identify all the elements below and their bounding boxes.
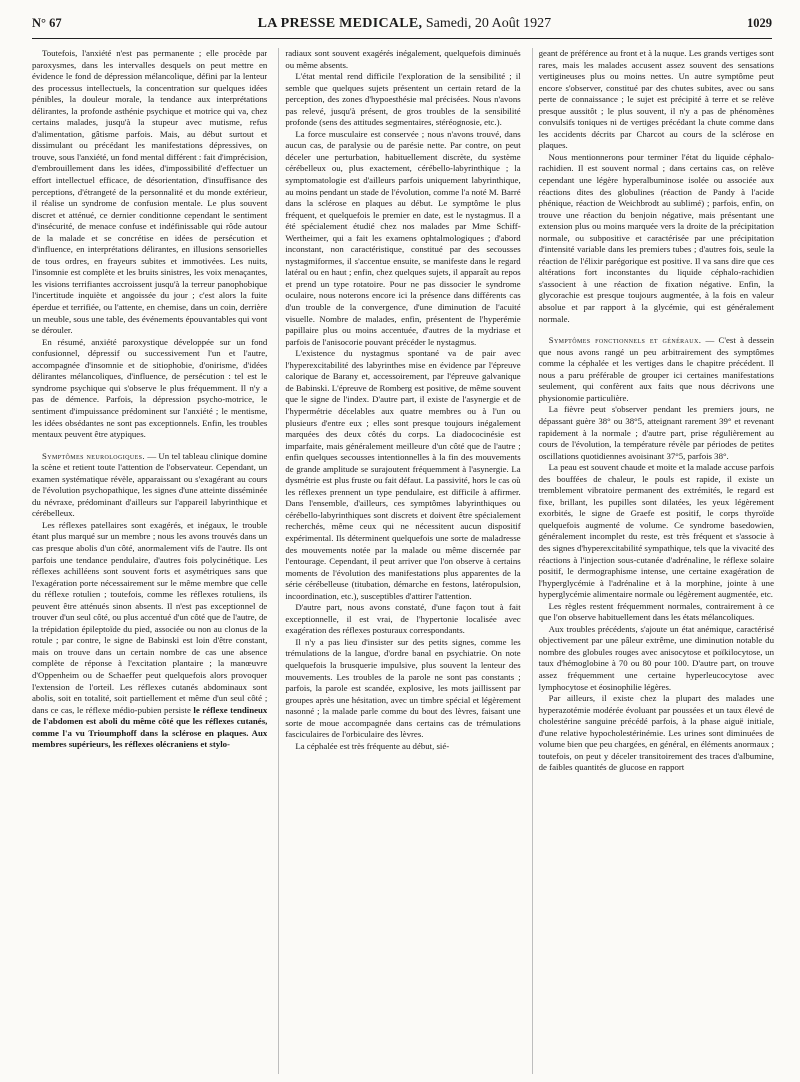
issue-number: N° 67 — [32, 16, 62, 30]
paragraph: geant de préférence au front et à la nuque. Les grands vertiges sont rares, mais les malades accusent assez souvent des sensations vertigineuses plus ou moins nettes. Un autre symptôme peut encore s'observer, constitué par des chutes subites, avec ou sans perte de connaissance ; le sujet est précipité à terre et se relève presque aussitôt ; le plus souvent, il n'y a pas de phénomènes convulsifs toniques ni de vertiges précédant la chute comme dans les accidents décrits par Charcot au cours de la sclérose en plaques. — [538, 48, 774, 151]
section-paragraph — [539, 335, 774, 404]
column-middle — [278, 48, 520, 1074]
paragraph: La force musculaire est conservée ; nous n'avons trouvé, dans aucun cas, de paralysie ou de parésie nette. Par contre, on peut déceler une perturbation, habituellement discrète, du système cérébelleux ou, plus exactement, cérébello-labyrinthique ; la symptomatologie est d'ailleurs parfois uniquement labyrinthique, au moins pendant un stade de l'évolution, comme l'a noté M. Barré dans la sclérose en plaques au début. Le symptôme le plus fréquent, et quelquefois le premier en date, est le nystagmus. Il a été spécialement étudié chez nos malades par Mme Schiff-Wertheimer, qui a fait les examens ophtalmologiques ; d'abord inconstant, non caractéristique, constitué par des secousses nystagmiformes, il s'accentue ensuite, se manifeste dans le regard latéral ou en haut ; enfin, chez quelques sujets, il apparaît au repos et prend un type rotatoire. Pour ne pas dissocier le syndrome oculaire, nous noterons encore ici la présence dans différents cas d'un trouble de la convergence, d'une diminution de l'acuité visuelle. Nombre de malades, enfin, présentent de l'hyperémie papillaire plus ou moins accentuée, d'autres de la mydriase et parfois de l'anisocorie pouvant précéder le nystagmus. — [285, 128, 521, 347]
paragraph: Les règles restent fréquemment normales, contrairement à ce que l'on observe habituellement dans les états mélancoliques. — [538, 600, 774, 623]
journal-title: LA PRESSE MEDICALE, — [257, 16, 423, 31]
paragraph: La fièvre peut s'observer pendant les premiers jours, ne dépassant guère 38° ou 38°5, atteignant rarement 39° et revenant rapidement à la normale ; d'autre part, prise régulièrement au cours de l'évolution, la température révèle par périodes de petites oscillations quotidiennes avoisinant 37°5, parfois 38°. — [538, 404, 774, 461]
column-left — [32, 48, 267, 1074]
masthead — [258, 16, 552, 32]
paragraph: En résumé, anxiété paroxystique développée sur un fond confusionnel, dépressif ou successivement l'un et l'autre, accompagnée d'insomnie et de sitiophobie, d'onirisme, d'idées délirantes mélancoliques, d'influence, de persécution : tel est le syndrome psychique qui s'observe le plus fréquemment. Il n'y a pas de démence. Parfois, la dépression psycho-motrice, le sentiment d'impuissance prédominent sur l'anxiété ; le mentisme, les idées obsédantes ne sont pas exceptionnels. Enfin, les troubles mentaux peuvent être atypiques. — [32, 336, 268, 440]
paragraph: Nous mentionnerons pour terminer l'état du liquide céphalo-rachidien. Il est souvent normal ; dans certains cas, on relève cependant une légère hyperalbuminose isolée ou associée aux réactions dites des globulines (réaction de Pandy à l'acide phénique, réaction de Weichbrodt au sublimé) ; parfois, enfin, on trouve une réaction du benjoin négative, mais présentant une extension plus ou moins marquée vers la droite de la précipitation normale, ou subpositive et caractérisée par une précipitation d'intensité variable dans les premiers tubes ; d'autres fois, seule la réaction de l'élixir parégorique est positive. Il va sans dire que ces altérations fort inconstantes du liquide céphalo-rachidien s'associent à une réaction de fixation négative. Enfin, la glycorachie est presque toujours augmentée, à la fois en valeur absolue et par rapport à la glycémie, qui est généralement normale. — [538, 151, 774, 324]
paragraph: Toutefois, l'anxiété n'est pas permanente ; elle procède par paroxysmes, dans les intervalles desquels on peut mettre en évidence le fond de dépression mélancolique, défini par la lenteur des processus intellectuels, la concentration sur quelques idées pénibles, la douleur morale, la tendance aux interprétations délirantes, la profonde asthénie psychique et motrice qui va, chez certains malades, jusqu'à la stupeur avec mutisme, refus d'alimentation, gâtisme parfois. Mais, au début surtout et dissimulant ou précédant les manifestations dépressives, on trouve, sous l'anxiété, un fond mental différent : fait d'imprécision, d'embrouillement dans les idées, d'impossibilité d'effectuer un effort intellectuel efficace, de désorientation, d'insuffisance des perceptions, d'étrangeté de la personnalité et du monde extérieur, il réalise un syndrome de confusion mentale. Le plus souvent discret et atténué, ce dernier conditionne cependant le sentiment d'insécurité, de menace confuse et indéfinissable qui rôde autour de la malade et se concrétise en idées de persécution et d'influence, en interprétations délirantes, en illusions sensorielles de tous ordres, en frayeurs subites et immotivées. Les nuits, l'insomnie est complète et les bruits sinistres, les voix menaçantes, les visions terrifiantes accroissent jusqu'à la terreur panophobique l'incertitude inquiète et angoissée du jour ; c'est alors la fuite éperdue et terrifiée, ou l'attente, en chemise, dans un coin, derrière un meuble, sous une table, des événements épouvantables qui vont se dérouler. — [32, 48, 268, 336]
paragraph: La peau est souvent chaude et moite et la malade accuse parfois des bouffées de chaleur, le pouls est rapide, il existe un tremblement vibratoire permanent des extrémités, le regard est fixe, brillant, les pupilles sont dilatées, les yeux légèrement exorbités, le signe de Graefe est positif, le corps thyroïde quelquefois augmenté de volume. Ce syndrome basedowien, généralement incomplet du reste, est très fréquent et s'associe à des signes d'hyperexcitabilité sympathique, tels que la vivacité des réactions à l'injection sous-cutanée d'adrénaline, le réflexe solaire positif, le dermographisme intense, une certaine exagération de l'hyperglycémie à l'adrénaline et à la morphine, jointe à une hyperglycémie alimentaire normale ou légèrement augmentée, etc. — [538, 462, 774, 600]
issue-date: Samedi, 20 Août 1927 — [425, 16, 552, 31]
article-columns — [32, 48, 774, 1074]
page-number: 1029 — [747, 16, 772, 30]
paragraph: L'existence du nystagmus spontané va de pair avec l'hyperexcitabilité des labyrinthes mise en évidence par l'épreuve calorique de Barany et, accessoirement, par l'épreuve galvanique de Babinski. L'épreuve de Romberg est positive, de même souvent que le signe de l'index. D'autre part, il existe de l'asynergie et de l'hypermétrie décelables aux quatre membres ou à l'un ou plusieurs d'entre eux ; elles sont presque toujours inégalement marquées des deux côtés du corps. La diadococinésie est imparfaite, mais généralement meilleure d'un côté que de l'autre ; enfin quelques secousses intentionnelles à la fin des mouvements de grande amplitude se surajoutent fréquemment à l'asynergie. La dysmétrie est plus fruste ou fait défaut. La passivité, hors le cas où les réflexes prennent un type pendulaire, est difficile à affirmer. Dans l'ensemble, d'ailleurs, ces symptômes labyrinthiques ou cérébello-labyrinthiques sont discrets et doivent être spécialement recherchés, même ceux qui ne nécessitent aucun dispositif expérimental. Ils déterminent quelquefois une sorte de maladresse des mouvements notée par la malade ou même discernée par l'entourage. Cependant, il peut arriver que l'on observe à certains moments de l'évolution des manifestations plus apparentes de la série cérébelleuse (titubation, démarche en festons, latéropulsion, incoordination, etc.), susceptibles d'attirer l'attention. — [285, 348, 521, 601]
paragraph: D'autre part, nous avons constaté, d'une façon tout à fait exceptionnelle, il est vrai, de l'hypertonie localisée avec exagération des réflexes posturaux correspondants. — [285, 602, 521, 636]
paragraph: radiaux sont souvent exagérés inégalement, quelquefois diminués ou même absents. — [285, 48, 521, 70]
section-heading: Symptômes fonctionnels et généraux. — [548, 335, 702, 346]
paragraph — [32, 520, 267, 751]
paragraph: Il n'y a pas lieu d'insister sur des petits signes, comme les trémulations de la langue, d'ordre banal en psychiatrie. On note quelquefois la brusquerie impulsive, plus souvent la lenteur des mouvements. Les troubles de la parole ne sont pas constants ; parfois, la parole est scandée, explosive, les mots jaillissent par groupes après une hésitation, avec un timbre spécial et légèrement nasonné ; la malade parle comme du bout des lèvres, faisant une sorte de moue accompagnée dans certains cas de trémulations fasciculaires de l'orbiculaire des lèvres. — [285, 636, 521, 740]
section-text: — C'est à dessein que nous avons rangé un peu arbitrairement des symptômes comme la céphalée et les vertiges dans le chapitre précédent. Il nous a paru préférable de grouper ici certaines manifestations seulement, qui confèrent aux faits que nous décrivons une physionomie particulière. — [538, 335, 774, 403]
paragraph: La céphalée est très fréquente au début, sié- — [295, 740, 450, 751]
paragraph: Aux troubles précédents, s'ajoute un état anémique, caractérisé objectivement par une pâleur extrême, une diminution notable du nombre des globules rouges avec anisocytose et poïkilocytose, un taux d'hémoglobine à 70 ou 80 pour 100. D'autre part, on trouve assez fréquemment une certaine hyperleucocytose avec lymphocytose et éosinophilie légères. — [538, 623, 774, 692]
section-text: — Un tel tableau clinique domine la scène et retient toute l'attention de l'observateur. Cependant, un examen systématique révèle, apparaissant ou s'exagérant au cours de l'évolution psychopathique, les signes d'une atteinte disséminée du névraxe, prédominant d'ailleurs sur l'appareil labyrinthique et cérébelleux. — [32, 450, 268, 519]
page-header — [32, 16, 772, 39]
paragraph-text: Les réflexes patellaires sont exagérés, et inégaux, le trouble étant plus marqué sur un membre ; nous les avons trouvés dans un cas presque abolis d'un côté, anormalement vifs de l'autre. Ils ont parfois une tendance pendulaire, d'autres fois polycinétique. Les réflexes achilléens sont souvent forts et asymétriques sans que l'exagération porte nécessairement sur le même membre que celle du réflexe rotulien ; toutefois, comme les réflexes rotuliens, ils peuvent être atténués sinon absents. Il n'est pas exceptionnel de trouver d'un seul côté, ou plus accentué d'un côté que de l'autre, de la trépidation épileptoïde du pied, associée ou non au clonus de la rotule ; par contre, le signe de Babinski est loin d'être constant, mais on trouve dans un certain nombre de cas une absence complète de réponse à l'excitation plantaire ; la manœuvre d'Oppenheim ou de Schaeffer peut quelquefois alors provoquer l'extension de l'orteil. Les réflexes cutanés abdominaux sont abolis, soit en totalité, soit partiellement et même d'un seul côté ; dans ce cas, le réflexe médio-pubien persiste — [32, 519, 268, 715]
section-heading: Symptômes neurologiques. — [42, 450, 146, 461]
column-right — [532, 48, 774, 1074]
paragraph: L'état mental rend difficile l'exploration de la sensibilité ; il semble que quelques sujets présentent un certain retard de la perception, des zones d'hypoesthésie mal précisées. Nous n'avons pas relevé, jusqu'à présent, de gros troubles de la sensibilité profonde (sens des attitudes segmentaires, stéréognosie, etc.). — [285, 71, 521, 128]
section-paragraph — [32, 451, 267, 520]
paragraph: Par ailleurs, il existe chez la plupart des malades une hyperazotémie modérée évoluant par poussées et un taux élevé de cholestérine sanguine précédé parfois, à la phase aiguë initiale, d'une relative hypocholestérinémie. Les urines sont diminuées de volume bien que peu chargées, en général, en éléments anormaux ; toutefois, on peut y déceler transitoirement des traces d'albumine, de faibles quantités de glucose en rapport — [538, 693, 774, 773]
bold-text: le réflexe tendineux de l'abdomen est aboli du même côté que les réflexes cutanés, comme l'a vu Trioumphoff dans la sclérose en plaques. Aux membres supérieurs, les réflexes olécraniens et stylo- — [32, 704, 268, 750]
